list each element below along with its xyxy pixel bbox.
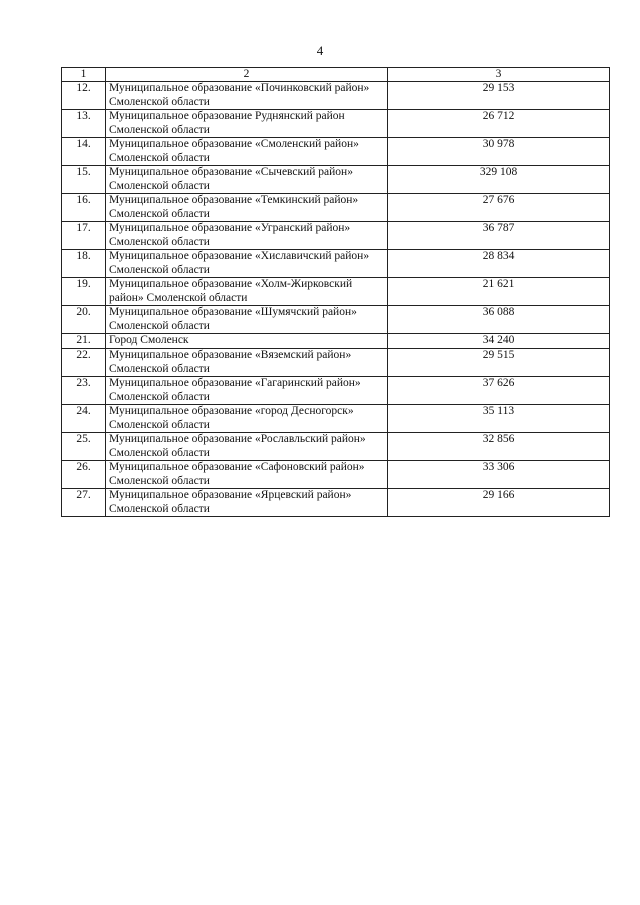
table-row (62, 194, 610, 222)
row-value: 29 153 (388, 82, 610, 110)
table-row (62, 138, 610, 166)
row-value: 33 306 (388, 461, 610, 489)
table-row (62, 334, 610, 349)
row-number: 17. (62, 222, 106, 250)
table-row (62, 489, 610, 517)
row-name: Муниципальное образование «Угранский район» Смоленской области (106, 222, 388, 250)
table-row (62, 349, 610, 377)
row-number: 16. (62, 194, 106, 222)
column-header-value: 3 (388, 68, 610, 82)
page-number: 4 (316, 43, 324, 58)
row-name: Муниципальное образование «Починковский район» Смоленской области (106, 82, 388, 110)
row-name: Муниципальное образование «Вяземский район» Смоленской области (106, 349, 388, 377)
row-name: Муниципальное образование «Рославльский район» Смоленской области (106, 433, 388, 461)
table-row (62, 250, 610, 278)
column-header-name: 2 (106, 68, 388, 82)
row-number: 13. (62, 110, 106, 138)
row-value: 21 621 (388, 278, 610, 306)
table-row (62, 166, 610, 194)
row-number: 24. (62, 405, 106, 433)
row-value: 26 712 (388, 110, 610, 138)
row-value: 28 834 (388, 250, 610, 278)
row-number: 20. (62, 306, 106, 334)
row-name: Муниципальное образование «Холм-Жирковский район» Смоленской области (106, 278, 388, 306)
row-name: Муниципальное образование Руднянский район Смоленской области (106, 110, 388, 138)
table-header-row (62, 68, 610, 82)
row-name: Муниципальное образование «Темкинский район» Смоленской области (106, 194, 388, 222)
row-value: 35 113 (388, 405, 610, 433)
data-table (61, 67, 610, 517)
row-name: Муниципальное образование «Гагаринский район» Смоленской области (106, 377, 388, 405)
row-number: 14. (62, 138, 106, 166)
row-name: Муниципальное образование «город Десногорск» Смоленской области (106, 405, 388, 433)
row-value: 36 787 (388, 222, 610, 250)
row-value: 329 108 (388, 166, 610, 194)
row-name: Муниципальное образование «Ярцевский район» Смоленской области (106, 489, 388, 517)
row-value: 27 676 (388, 194, 610, 222)
table-row (62, 222, 610, 250)
row-number: 23. (62, 377, 106, 405)
row-name: Муниципальное образование «Сафоновский район» Смоленской области (106, 461, 388, 489)
column-header-number: 1 (62, 68, 106, 82)
row-number: 25. (62, 433, 106, 461)
row-value: 37 626 (388, 377, 610, 405)
row-value: 29 166 (388, 489, 610, 517)
row-name: Муниципальное образование «Хиславичский район» Смоленской области (106, 250, 388, 278)
table-row (62, 461, 610, 489)
row-number: 27. (62, 489, 106, 517)
table-row (62, 405, 610, 433)
row-name: Город Смоленск (106, 334, 388, 349)
table-row (62, 82, 610, 110)
row-value: 32 856 (388, 433, 610, 461)
row-value: 34 240 (388, 334, 610, 349)
row-number: 21. (62, 334, 106, 349)
table-row (62, 377, 610, 405)
table-row (62, 306, 610, 334)
row-value: 30 978 (388, 138, 610, 166)
row-number: 15. (62, 166, 106, 194)
row-number: 19. (62, 278, 106, 306)
row-number: 18. (62, 250, 106, 278)
table-row (62, 278, 610, 306)
table-row (62, 110, 610, 138)
row-value: 29 515 (388, 349, 610, 377)
row-value: 36 088 (388, 306, 610, 334)
row-number: 12. (62, 82, 106, 110)
row-number: 26. (62, 461, 106, 489)
row-name: Муниципальное образование «Сычевский район» Смоленской области (106, 166, 388, 194)
row-name: Муниципальное образование «Смоленский район» Смоленской области (106, 138, 388, 166)
table-row (62, 433, 610, 461)
row-number: 22. (62, 349, 106, 377)
row-name: Муниципальное образование «Шумячский район» Смоленской области (106, 306, 388, 334)
